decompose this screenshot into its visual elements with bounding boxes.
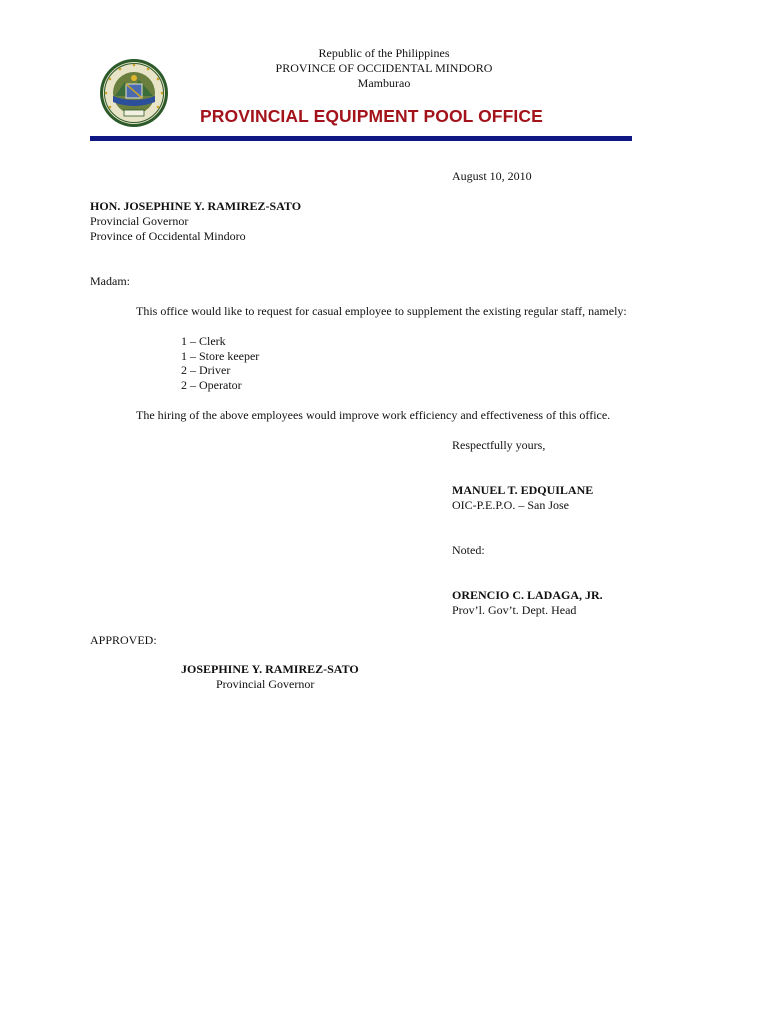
recipient-title: Provincial Governor [90,214,189,228]
letterhead-country: Republic of the Philippines [318,46,450,60]
noted-by-title: Prov’l. Gov’t. Dept. Head [452,603,577,617]
header-rule [90,136,632,141]
complimentary-close: Respectfully yours, [452,438,546,452]
approver-title: Provincial Governor [216,677,315,691]
approver-name: JOSEPHINE Y. RAMIREZ-SATO [181,662,359,676]
letter-date: August 10, 2010 [452,169,532,183]
closing-paragraph: The hiring of the above employees would improve work efficiency and effectiveness of this office. [136,408,611,422]
recipient-name: HON. JOSEPHINE Y. RAMIREZ-SATO [90,199,302,213]
list-item: 1 – Clerk [181,334,226,348]
intro-paragraph: This office would like to request for casual employee to supplement the existing regular staff, namely: [136,304,627,318]
list-item: 2 – Operator [181,378,242,392]
signatory-name: MANUEL T. EDQUILANE [452,483,594,497]
recipient-org: Province of Occidental Mindoro [90,229,246,243]
letterhead-province: PROVINCE OF OCCIDENTAL MINDORO [275,61,493,75]
salutation: Madam: [90,274,130,288]
provincial-seal-icon [99,58,169,128]
noted-label: Noted: [452,543,485,557]
office-title: PROVINCIAL EQUIPMENT POOL OFFICE [200,106,543,126]
signatory-title: OIC-P.E.P.O. – San Jose [452,498,570,512]
list-item: 1 – Store keeper [181,349,260,363]
approved-label: APPROVED: [90,633,157,647]
noted-by-name: ORENCIO C. LADAGA, JR. [452,588,603,602]
list-item: 2 – Driver [181,363,231,377]
letterhead-city: Mamburao [357,76,411,90]
letterhead [250,46,518,91]
